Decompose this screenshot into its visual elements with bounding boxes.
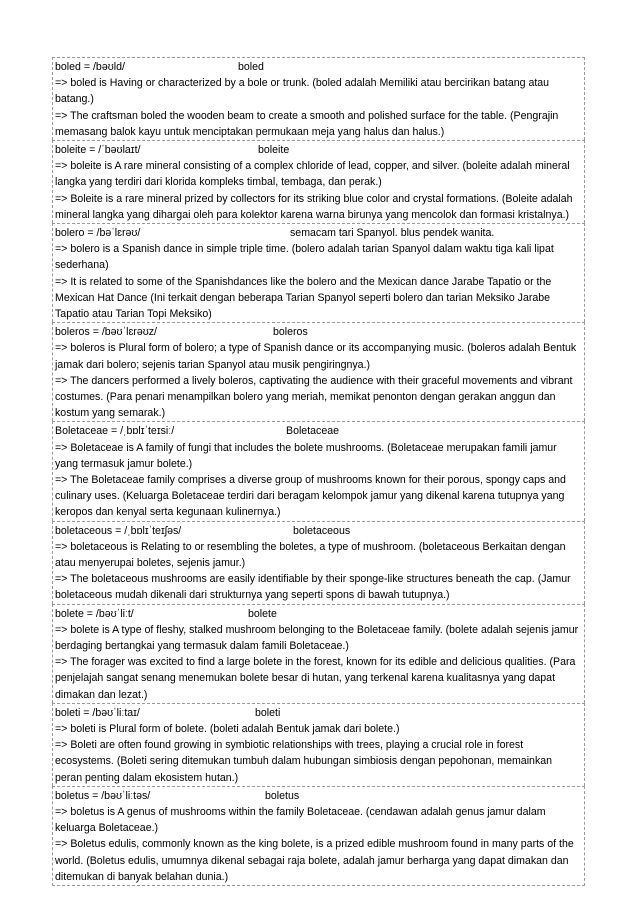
entry-headword: boletaceous = /ˌbɒlɪˈteɪʃəs/ [55, 524, 182, 537]
entry-definition: => boleite is A rare mineral consisting of a complex chloride of lead, copper, and silver. (boleite adalah mineral langka yang terdiri dari klorida kompleks timbal, tembaga, dan perak.) [55, 160, 570, 189]
entry-definition: => boletus is A genus of mushrooms within the family Boletaceae. (cendawan adalah genus jamur dalam keluarga Boletaceae.) [55, 806, 546, 835]
entry-header [55, 324, 582, 340]
entry-definition: => boleti is Plural form of bolete. (boleti adalah Bentuk jamak dari bolete.) [55, 723, 400, 735]
entry-headword: bolete = /bəʊˈliːt/ [55, 607, 134, 620]
entry-example: => Boleti are often found growing in symbiotic relationships with trees, playing a crucial role in forest ecosystems. (Boleti sering ditemukan tumbuh dalam hubungan simbiosis dengan pepohonan, memainkan peran penting dalam ekosistem hutan.) [55, 739, 553, 784]
entry-headword: boleti = /bəʊˈliːtaɪ/ [55, 706, 140, 719]
dictionary-page [52, 57, 585, 886]
dictionary-entry [52, 140, 585, 223]
entry-translation: boletaceous [293, 524, 351, 537]
entry-translation: boleros [273, 326, 308, 339]
entry-headword: boleros = /bəʊˈlɛrəʊz/ [55, 326, 157, 339]
dictionary-entry [52, 604, 585, 703]
entry-definition: => bolete is A type of fleshy, stalked mushroom belonging to the Boletaceae family. (bolete adalah sejenis jamur berdaging bertangkai yang termasuk dalam famili Boletaceae.) [55, 623, 579, 652]
dictionary-entry [52, 421, 585, 520]
entry-translation: semacam tari Spanyol. blus pendek wanita. [290, 227, 495, 239]
entry-headword: boleite = /ˈbəʊlaɪt/ [55, 144, 141, 156]
dictionary-entry [52, 703, 585, 786]
dictionary-entry [52, 223, 585, 322]
entry-definition: => boled is Having or characterized by a bole or trunk. (boled adalah Memiliki atau bercirikan batang atau batang.) [55, 77, 550, 106]
entry-definition: => bolero is a Spanish dance in simple triple time. (bolero adalah tarian Spanyol dalam waktu tiga kali lipat sederhana) [55, 243, 554, 272]
entry-header [55, 788, 582, 804]
entry-example: => The dancers performed a lively boleros, captivating the audience with their graceful movements and vibrant costumes. (Para penari menampilkan bolero yang meriah, memikat penonton dengan gerakan anggun dan kostum yang semarak.) [55, 374, 573, 420]
entry-header [55, 523, 582, 539]
dictionary-entry [52, 322, 585, 421]
entry-translation: Boletaceae [286, 425, 340, 438]
entry-example: => The forager was excited to find a large bolete in the forest, known for its edible and delicious qualities. (Para penjelajah sangat senang menemukan bolete besar di hutan, yang terkenal karena kualitasnya yang dapat dimakan dan lezat.) [55, 656, 576, 701]
entry-header [55, 606, 582, 622]
entry-definition: => Boletaceae is A family of fungi that includes the bolete mushrooms. (Boletaceae merupakan famili jamur yang termasuk jamur bolete.) [55, 441, 557, 470]
entry-headword: boletus = /bəʊˈliːtəs/ [55, 789, 151, 802]
entry-example: => The Boletaceae family comprises a diverse group of mushrooms known for their porous, spongy caps and culinary uses. (Keluarga Boletaceae terdiri dari beragam kelompok jamur yang dikenal karena tutupnya yang keropos dan kenyal serta kegunaan kulinernya.) [55, 474, 566, 519]
entry-example: => The craftsman boled the wooden beam to create a smooth and polished surface for the table. (Pengrajin memasang balok kayu untuk menciptakan permukaan meja yang halus dan halus.) [55, 109, 559, 138]
entry-headword: Boletaceae = /ˌbɒlɪˈteɪsiː/ [55, 425, 175, 438]
entry-translation: boleti [255, 706, 281, 719]
dictionary-entry [52, 786, 585, 886]
entry-headword: boled = /bəʊld/ [55, 61, 125, 73]
entry-header [55, 225, 582, 241]
entry-translation: boled [238, 61, 264, 73]
entry-header [55, 423, 582, 439]
entry-example: => It is related to some of the Spanishdances like the bolero and the Mexican dance Jarabe Tapatio or the Mexican Hat Dance (Ini terkait dengan beberapa Tarian Spanyol seperti bolero dan tarian Meksiko Jarabe Tapatio atau Tarian Topi Meksiko) [55, 275, 552, 320]
entry-translation: boletus [265, 789, 300, 802]
entry-definition: => boleros is Plural form of bolero; a type of Spanish dance or its accompanying music. (boleros adalah Bentuk jamak dari bolero; sejenis tarian Spanyol atau musik pengiringnya.) [55, 342, 577, 371]
entry-headword: bolero = /bəˈlɛrəʊ/ [55, 227, 141, 239]
entry-header [55, 142, 582, 158]
dictionary-entry [52, 57, 585, 140]
entry-translation: boleite [258, 144, 290, 156]
entry-header [55, 705, 582, 721]
entry-header [55, 59, 582, 75]
entry-example: => Boletus edulis, commonly known as the king bolete, is a prized edible mushroom found in many parts of the world. (Boletus edulis, umumnya dikenal sebagai raja bolete, adalah jamur berharga yang dapat dimakan dan ditemukan di banyak belahan dunia.) [55, 838, 574, 883]
entry-definition: => boletaceous is Relating to or resembling the boletes, a type of mushroom. (boletaceous Berkaitan dengan atau menyerupai boletes, sejenis jamur.) [55, 540, 566, 569]
dictionary-entry [52, 521, 585, 604]
entry-example: => Boleite is a rare mineral prized by collectors for its striking blue color and crystal formations. (Boleite adalah mineral langka yang dihargai oleh para kolektor karena warna birunya yang mencolok dan formasi kristalnya.) [55, 192, 573, 221]
entry-translation: bolete [248, 607, 277, 620]
entry-example: => The boletaceous mushrooms are easily identifiable by their sponge-like structures beneath the cap. (Jamur boletaceous mudah dikenali dari strukturnya yang seperti spons di bawah tutupnya.) [55, 573, 571, 602]
